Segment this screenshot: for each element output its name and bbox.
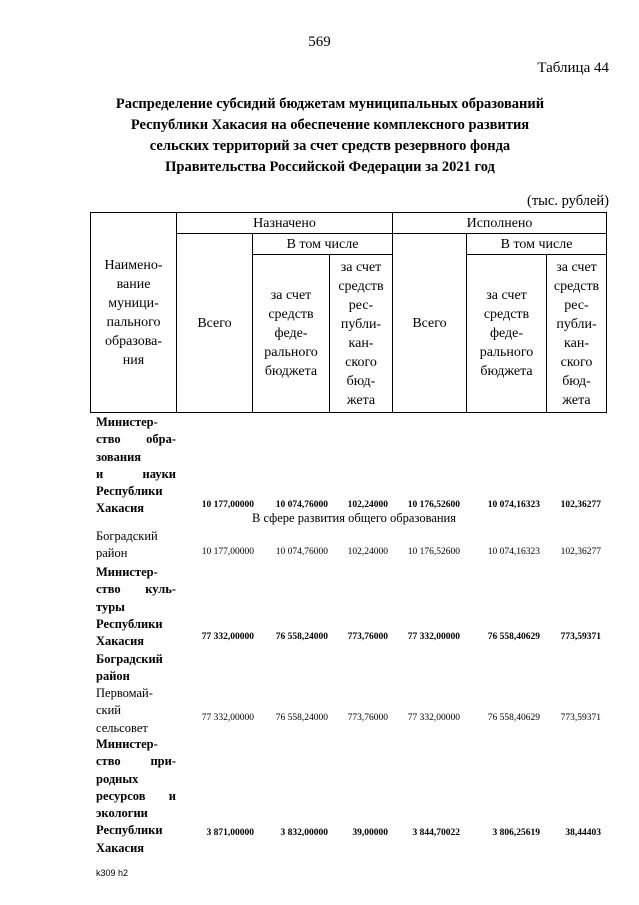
- executed-republic: 38,44403: [565, 828, 601, 838]
- executed-total: 10 176,52600: [407, 500, 460, 510]
- table-row: [96, 528, 612, 568]
- executed-republic: 773,59371: [560, 713, 601, 723]
- table-header: [90, 212, 607, 413]
- header-assigned-republic: за счет средств рес- публи- кан- ского бюд- жета: [330, 255, 393, 413]
- assigned-total: 3 871,00000: [206, 828, 254, 838]
- assigned-republic: 102,24000: [347, 547, 388, 557]
- header-assigned-total: Всего: [177, 234, 253, 413]
- header-executed-total: Всего: [393, 234, 467, 413]
- table-label: Таблица 44: [537, 60, 609, 76]
- assigned-federal: 10 074,76000: [275, 547, 328, 557]
- header-executed-federal: за счет средств феде- рального бюджета: [467, 255, 547, 413]
- row-name: Боградский район: [96, 652, 163, 684]
- page-number: 569: [308, 34, 331, 50]
- table-row: [96, 414, 612, 514]
- executed-total: 77 332,00000: [407, 713, 460, 723]
- executed-republic: 773,59371: [560, 632, 601, 642]
- title-line: Правительства Российской Федерации за 2021 год: [165, 159, 495, 175]
- table-row: [96, 564, 612, 650]
- row-name: Министер- ство при- родных ресурсов и экологии Республики Хакасия: [96, 737, 176, 855]
- executed-total: 3 844,70022: [412, 828, 460, 838]
- header-assigned: Назначено: [177, 213, 393, 234]
- assigned-total: 77 332,00000: [201, 632, 254, 642]
- units-label: (тыс. рублей): [527, 193, 609, 209]
- title-line: сельских территорий за счет средств резервного фонда: [149, 138, 511, 154]
- header-executed-including: В том числе: [467, 234, 607, 255]
- header-assigned-federal: за счет средств феде- рального бюджета: [253, 255, 330, 413]
- section-heading: В сфере развития общего образования: [252, 511, 456, 525]
- assigned-republic: 773,76000: [347, 632, 388, 642]
- executed-federal: 10 074,16323: [487, 547, 540, 557]
- assigned-federal: 76 558,24000: [275, 632, 328, 642]
- row-name: Боградский район: [96, 529, 158, 561]
- row-name: Министер- ство обра- зования и науки Республики Хакасия: [96, 415, 176, 516]
- executed-federal: 10 074,16323: [487, 500, 540, 510]
- assigned-total: 10 177,00000: [201, 547, 254, 557]
- assigned-republic: 39,00000: [352, 828, 388, 838]
- executed-total: 77 332,00000: [407, 632, 460, 642]
- assigned-federal: 10 074,76000: [275, 500, 328, 510]
- assigned-republic: 102,24000: [347, 500, 388, 510]
- header-assigned-including: В том числе: [253, 234, 393, 255]
- header-executed-republic: за счет средств рес- публи- кан- ского бюд- жета: [547, 255, 607, 413]
- row-name: Первомай- ский сельсовет: [96, 686, 153, 735]
- assigned-republic: 773,76000: [347, 713, 388, 723]
- assigned-total: 10 177,00000: [201, 500, 254, 510]
- header-executed: Исполнено: [393, 213, 607, 234]
- executed-federal: 76 558,40629: [487, 713, 540, 723]
- footer-code: k309 h2: [96, 868, 129, 878]
- row-name: Министер- ство куль- туры Республики Хакасия: [96, 565, 176, 649]
- executed-federal: 3 806,25619: [492, 828, 540, 838]
- title-line: Республики Хакасия на обеспечение комплексного развития: [130, 117, 530, 133]
- title-line: Распределение субсидий бюджетам муниципальных образований: [115, 96, 545, 112]
- executed-federal: 76 558,40629: [487, 632, 540, 642]
- assigned-federal: 76 558,24000: [275, 713, 328, 723]
- executed-republic: 102,36277: [560, 500, 601, 510]
- table-row: [96, 736, 612, 856]
- executed-republic: 102,36277: [560, 547, 601, 557]
- assigned-total: 77 332,00000: [201, 713, 254, 723]
- header-name-column: Наимено- вание муници- пального образова- ния: [91, 213, 177, 413]
- table-row: [96, 685, 612, 737]
- executed-total: 10 176,52600: [407, 547, 460, 557]
- table-title: [60, 94, 600, 178]
- assigned-federal: 3 832,00000: [280, 828, 328, 838]
- table-row: [96, 651, 612, 685]
